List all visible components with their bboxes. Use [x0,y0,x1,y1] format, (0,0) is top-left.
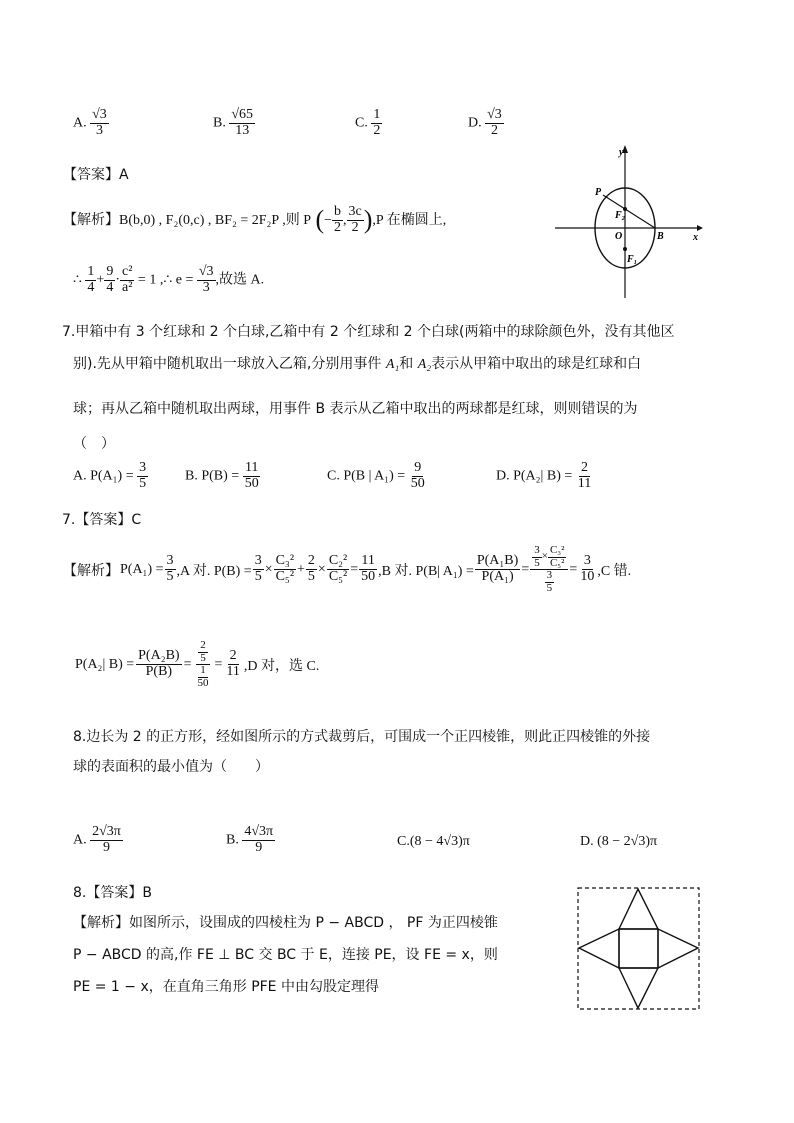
f2-label: F₂ [615,210,626,221]
q7-stem-line2: 别).先从甲箱中随机取出一球放入乙箱,分别用事件 A₁和 A₂表示从甲箱中取出的球是红球和白 [73,356,642,372]
q6-analysis-line1: 【解析】B(b,0) , F₂(0,c) , BF₂ = 2F₂P ,则 P (− $\frac{b}{2}$ , $\frac{3c}{2}$ ),P 在椭圆上, [63,204,447,235]
q7-option-d: D. P(A₂| B) = $\frac{2}{11}$ [496,460,592,491]
q7-stem-line3: 球；再从乙箱中随机取出两球，用事件 B 表示从乙箱中取出的两球都是红球，则则错误的为 [73,401,638,417]
f1-label: F₁ [627,254,638,265]
q8-analysis-line3: PE = 1 − x，在直角三角形 PFE 中由勾股定理得 [73,979,379,995]
q8-stem-line2: 球的表面积的最小值为（ ） [73,759,269,775]
bottom-triangle [619,968,658,1008]
x-axis-arrow [697,225,703,231]
x-label: x [693,232,698,243]
y-label: y [619,147,624,158]
q8-analysis-line1: 【解析】如图所示，设围成的四棱柱为 P − ABCD ， PF 为正四棱锥 [73,915,498,931]
point-f1 [623,247,627,251]
q8-option-b: B. $\frac{4√3\pi}{9}$ [226,824,274,855]
q6-option-b: B. $\frac{√65}{13}$ [213,107,254,138]
q7-analysis-line2: P(A₂| B) = $\frac{\text{P(A₂B)}}{P(B)}$ = $\frac{\frac{2}{5}}{\frac{1}{50}}$ = $\frac{2}{11}$ ,D 对，选 C. [75,639,320,689]
o-label: O [615,231,623,242]
ellipse-figure [555,143,715,303]
b-label: B [657,231,664,242]
q6-answer: 【答案】A [63,167,129,183]
left-triangle [579,929,619,968]
q8-option-d: D. (8 − 2√3)π [580,834,658,849]
outer-square [578,888,699,1009]
q7-option-a: A. P(A₁) = $\frac{3}{5}$ [73,460,147,491]
q6-option-c: C. $\frac{1}{2}$ [355,107,381,138]
q7-stem-line4: （ ） [73,436,115,452]
q6-option-a: A. $\frac{√3}{3}$ [73,107,107,138]
q6-option-d: D. $\frac{√3}{2}$ [468,107,502,138]
p-label: P [595,187,602,198]
top-triangle [619,889,658,929]
inner-square [619,929,658,968]
q8-answer: 8.【答案】B [73,885,152,901]
q7-analysis-line1: 【解析】 P(A₁) = $\frac{3}{5}$ ,A 对. P(B) = $\frac{3}{5}$ × $\frac{\text{C₃²}}{\text{C₅²}}$ + $\frac{2}{5}$ × $\frac{\text{C₂²}}{\text{C₅²}}$ = $\frac{11}{50}$ ,B 对. P(B| A₁) = $\frac{\text{P(A₁B)}}{\text{P(A₁)}}$ = $\frac{3}{5}$ × $\frac{\text{C₃²}}{\text{C₅²}}$ $\frac{3}{5}$ = $\frac{3}{10}$ ,C 错. [63,544,632,594]
right-triangle [658,929,698,968]
q8-option-a: A. $\frac{2√3\pi}{9}$ [73,824,121,855]
q7-stem-line1: 7.甲箱中有 3 个红球和 2 个白球,乙箱中有 2 个红球和 2 个白球(两箱中的球除颜色外，没有其他区 [62,324,675,340]
q8-stem-line1: 8.边长为 2 的正方形，经如图所示的方式裁剪后，可围成一个正四棱锥，则此正四棱锥的外接 [73,729,651,745]
q7-answer: 7.【答案】C [62,512,142,528]
q6-analysis-line2: ∴ $\frac{1}{4}$ + $\frac{9}{4}$ · $\frac{\text{c²}}{\text{a²}}$ = 1 ,∴ e = $\frac{√3}{3}$ ,故选 A. [73,264,265,295]
q7-option-b: B. P(B) = $\frac{11}{50}$ [185,460,259,491]
q8-option-c: C.(8 − 4√3)π [397,834,470,849]
square-cut-figure [576,886,702,1012]
q7-option-c: C. P(B | A₁) = $\frac{9}{50}$ [327,460,425,491]
q8-analysis-line2: P − ABCD 的高,作 FE ⊥ BC 交 BC 于 E，连接 PE，设 FE = x，则 [73,947,498,963]
